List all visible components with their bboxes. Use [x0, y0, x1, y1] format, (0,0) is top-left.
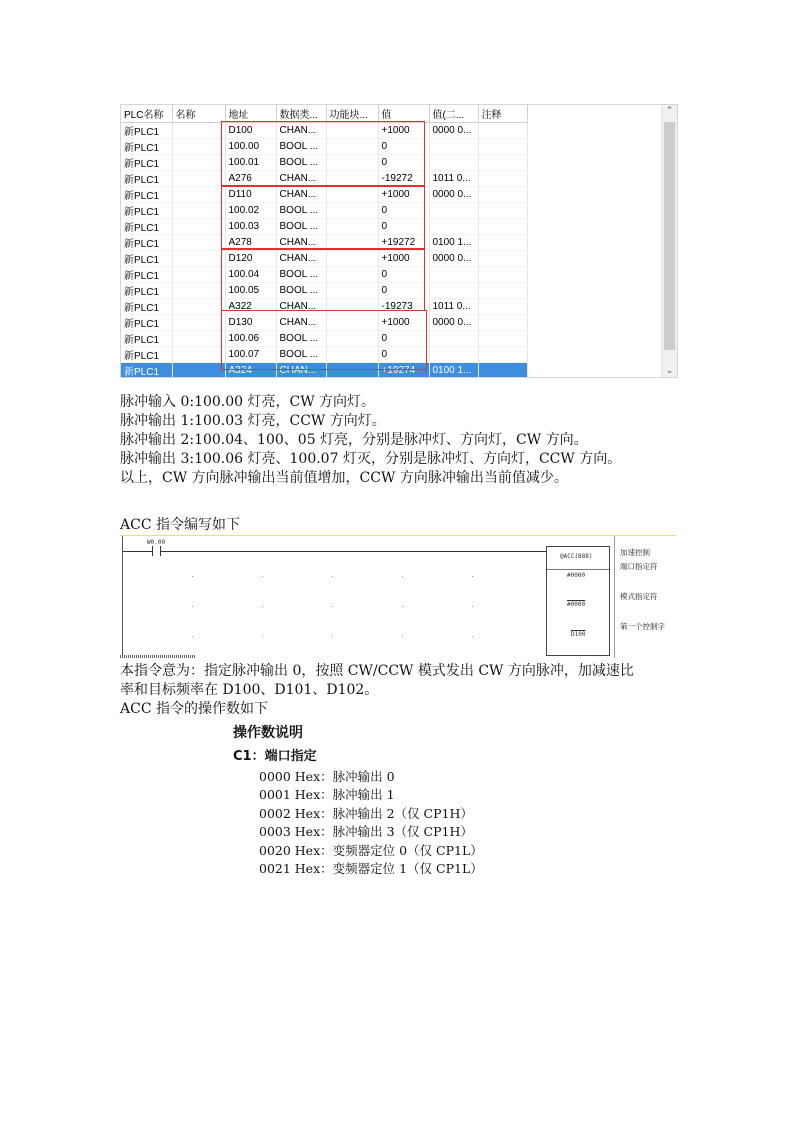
table-cell[interactable]: +1000: [378, 315, 429, 331]
operand-item: 0003 Hex：脉冲输出 3（仅 CP1H）: [259, 824, 473, 840]
table-cell[interactable]: [172, 331, 225, 347]
text-line: 脉冲输入 0:100.00 灯亮，CW 方向灯。: [120, 394, 376, 410]
table-cell[interactable]: [478, 139, 527, 155]
table-row[interactable]: [121, 155, 527, 171]
pulse-description: [120, 393, 680, 488]
table-cell[interactable]: CHAN...: [276, 299, 326, 315]
table-cell[interactable]: [326, 267, 378, 283]
acc-explanation: [120, 662, 680, 719]
grid-dot: [402, 606, 403, 607]
table-cell[interactable]: CHAN...: [276, 251, 326, 267]
scroll-up-icon[interactable]: ⌃: [665, 106, 674, 116]
table-cell[interactable]: 100.04: [225, 267, 276, 283]
text-line: 脉冲输出 2:100.04、100、05 灯亮，分别是脉冲灯、方向灯，CW 方向。: [120, 432, 588, 448]
table-cell[interactable]: [429, 331, 478, 347]
table-cell[interactable]: 100.05: [225, 283, 276, 299]
table-cell[interactable]: [429, 203, 478, 219]
table-cell[interactable]: [326, 347, 378, 363]
table-cell[interactable]: [478, 331, 527, 347]
ladder-diagram: [120, 535, 676, 658]
table-cell[interactable]: 新PLC1: [121, 283, 172, 299]
table-cell[interactable]: [326, 283, 378, 299]
operand-item: 0020 Hex：变频器定位 0（仅 CP1L）: [259, 842, 483, 858]
block-divider: [547, 569, 609, 570]
table-cell[interactable]: [172, 203, 225, 219]
table-cell[interactable]: 100.02: [225, 203, 276, 219]
table-cell[interactable]: [326, 331, 378, 347]
table-cell[interactable]: A276: [225, 171, 276, 187]
table-row[interactable]: [121, 267, 527, 283]
table-row[interactable]: [121, 299, 527, 315]
section-heading: ACC 指令编写如下: [120, 517, 240, 533]
table-row[interactable]: [121, 283, 527, 299]
table-cell[interactable]: [172, 363, 225, 379]
table-cell[interactable]: BOOL ...: [276, 331, 326, 347]
column-header[interactable]: PLC名称: [121, 105, 172, 123]
text-line: 率和目标频率在 D100、D101、D102。: [120, 682, 379, 698]
table-row[interactable]: [121, 219, 527, 235]
table-cell[interactable]: [326, 235, 378, 251]
operand-subtitle: C1：端口指定: [233, 749, 317, 764]
table-cell[interactable]: [429, 219, 478, 235]
table-cell[interactable]: [429, 155, 478, 171]
operand-control-word: D100: [571, 631, 586, 638]
table-cell[interactable]: [478, 363, 527, 379]
table-cell[interactable]: +19272: [378, 235, 429, 251]
table-cell[interactable]: D120: [225, 251, 276, 267]
instruction-mnemonic: @ACC(888): [560, 553, 593, 560]
column-header[interactable]: 值: [378, 105, 429, 123]
column-header[interactable]: 值(二...: [429, 105, 478, 123]
table-cell[interactable]: [326, 187, 378, 203]
table-cell[interactable]: 新PLC1: [121, 203, 172, 219]
table-cell[interactable]: [326, 123, 378, 139]
table-cell[interactable]: [326, 363, 378, 379]
table-cell[interactable]: [478, 203, 527, 219]
operand-item: 0000 Hex：脉冲输出 0: [259, 769, 395, 784]
table-cell[interactable]: [478, 347, 527, 363]
watch-table: [121, 105, 528, 378]
table-cell[interactable]: D100: [225, 123, 276, 139]
text-line: 脉冲输出 3:100.06 灯亮、100.07 灯灭，分别是脉冲灯、方向灯，CCW 方向。: [120, 451, 622, 467]
table-cell[interactable]: 0: [378, 155, 429, 171]
grid-dot: [332, 636, 333, 637]
table-cell[interactable]: [429, 267, 478, 283]
table-row[interactable]: [121, 187, 527, 203]
comment-acc: 加速控制: [620, 548, 650, 557]
operand-item: 0021 Hex：变频器定位 1（仅 CP1L）: [259, 861, 483, 877]
operand-mode: #0000: [567, 601, 586, 608]
table-cell[interactable]: CHAN...: [276, 123, 326, 139]
table-cell[interactable]: +19274: [378, 363, 429, 379]
table-cell[interactable]: [172, 155, 225, 171]
table-cell[interactable]: 1011 0...: [429, 299, 478, 315]
table-cell[interactable]: [326, 219, 378, 235]
table-cell[interactable]: [478, 171, 527, 187]
table-cell[interactable]: 新PLC1: [121, 267, 172, 283]
rung-wire-right: [160, 551, 546, 552]
table-cell[interactable]: 100.01: [225, 155, 276, 171]
table-cell[interactable]: 100.03: [225, 219, 276, 235]
table-cell[interactable]: 新PLC1: [121, 347, 172, 363]
grid-dot: [332, 606, 333, 607]
table-header: [121, 105, 527, 123]
table-cell[interactable]: CHAN...: [276, 171, 326, 187]
table-cell[interactable]: 0: [378, 203, 429, 219]
table-cell[interactable]: 100.07: [225, 347, 276, 363]
rung-wire-left: [123, 551, 152, 552]
column-header[interactable]: 名称: [172, 105, 225, 123]
grid-dot: [472, 636, 473, 637]
table-cell[interactable]: 新PLC1: [121, 139, 172, 155]
table-row[interactable]: [121, 251, 527, 267]
table-cell[interactable]: 新PLC1: [121, 123, 172, 139]
table-cell[interactable]: BOOL ...: [276, 347, 326, 363]
text-line: ACC 指令的操作数如下: [120, 701, 268, 717]
column-header[interactable]: 地址: [225, 105, 276, 123]
table-cell[interactable]: +1000: [378, 251, 429, 267]
table-cell[interactable]: [326, 315, 378, 331]
table-cell[interactable]: 0: [378, 347, 429, 363]
grid-dot: [402, 636, 403, 637]
table-cell[interactable]: [429, 283, 478, 299]
table-cell[interactable]: 新PLC1: [121, 251, 172, 267]
acc-heading: [120, 516, 680, 535]
grid-dot: [262, 636, 263, 637]
vertical-scrollbar[interactable]: [661, 105, 677, 377]
scroll-down-icon[interactable]: ⌄: [665, 366, 674, 376]
table-cell[interactable]: [326, 203, 378, 219]
table-cell[interactable]: 0000 0...: [429, 315, 478, 331]
comment-mode: 模式指定符: [620, 592, 658, 601]
table-cell[interactable]: -19272: [378, 171, 429, 187]
table-cell[interactable]: -19273: [378, 299, 429, 315]
table-cell[interactable]: [478, 219, 527, 235]
grid-dot: [262, 576, 263, 577]
text-line: 脉冲输出 1:100.03 灯亮，CCW 方向灯。: [120, 413, 386, 429]
left-power-rail: [122, 536, 123, 658]
column-header[interactable]: 注释: [478, 105, 527, 123]
table-cell[interactable]: D110: [225, 187, 276, 203]
table-cell[interactable]: [429, 139, 478, 155]
table-cell[interactable]: +1000: [378, 123, 429, 139]
table-cell[interactable]: 0000 0...: [429, 251, 478, 267]
table-cell[interactable]: [429, 347, 478, 363]
table-cell[interactable]: D130: [225, 315, 276, 331]
grid-dot: [472, 606, 473, 607]
table-cell[interactable]: CHAN...: [276, 363, 326, 379]
table-cell[interactable]: [326, 171, 378, 187]
table-cell[interactable]: +1000: [378, 187, 429, 203]
grid-dot: [262, 606, 263, 607]
table-cell[interactable]: 新PLC1: [121, 331, 172, 347]
table-cell[interactable]: 新PLC1: [121, 187, 172, 203]
table-row[interactable]: [121, 315, 527, 331]
operand-title: 操作数说明: [233, 725, 303, 741]
table-cell[interactable]: BOOL ...: [276, 139, 326, 155]
table-cell[interactable]: A324: [225, 363, 276, 379]
table-cell[interactable]: [172, 171, 225, 187]
table-cell[interactable]: 0: [378, 267, 429, 283]
table-row[interactable]: [121, 235, 527, 251]
acc-instruction-block[interactable]: [546, 546, 610, 656]
table-cell[interactable]: [326, 299, 378, 315]
table-row[interactable]: [121, 347, 527, 363]
operand-port: #0000: [567, 572, 586, 579]
table-cell[interactable]: [172, 187, 225, 203]
grid-dot: [192, 606, 193, 607]
grid-dot: [192, 636, 193, 637]
table-cell[interactable]: [172, 219, 225, 235]
table-cell[interactable]: [478, 235, 527, 251]
table-cell[interactable]: [172, 139, 225, 155]
table-cell[interactable]: CHAN...: [276, 315, 326, 331]
scrollbar-thumb[interactable]: [664, 122, 675, 350]
table-cell[interactable]: 新PLC1: [121, 299, 172, 315]
operand-item: 0001 Hex：脉冲输出 1: [259, 787, 395, 803]
table-body: [121, 123, 527, 379]
table-cell[interactable]: [172, 235, 225, 251]
table-cell[interactable]: 新PLC1: [121, 219, 172, 235]
operand-item: 0002 Hex：脉冲输出 2（仅 CP1H）: [259, 805, 473, 821]
column-header[interactable]: 功能块...: [326, 105, 378, 123]
table-cell[interactable]: [478, 267, 527, 283]
table-cell[interactable]: [478, 187, 527, 203]
table-row[interactable]: [121, 363, 527, 379]
table-row[interactable]: [121, 139, 527, 155]
table-cell[interactable]: [478, 123, 527, 139]
grid-dot: [332, 576, 333, 577]
table-cell[interactable]: BOOL ...: [276, 155, 326, 171]
table-cell[interactable]: [172, 299, 225, 315]
operand-description: [233, 724, 483, 878]
table-cell[interactable]: [478, 283, 527, 299]
table-cell[interactable]: [172, 267, 225, 283]
table-cell[interactable]: 新PLC1: [121, 235, 172, 251]
table-row[interactable]: [121, 331, 527, 347]
table-row[interactable]: [121, 171, 527, 187]
table-cell[interactable]: 新PLC1: [121, 171, 172, 187]
comment-port: 端口指定符: [620, 562, 658, 571]
table-row[interactable]: [121, 203, 527, 219]
grid-dot: [472, 576, 473, 577]
table-row[interactable]: [121, 123, 527, 139]
watch-window: [120, 104, 678, 378]
table-cell[interactable]: [326, 155, 378, 171]
table-cell[interactable]: 0100 1...: [429, 363, 478, 379]
table-cell[interactable]: 0: [378, 139, 429, 155]
table-cell[interactable]: 0: [378, 283, 429, 299]
table-cell[interactable]: [172, 315, 225, 331]
comment-control-word: 第一个控制字: [620, 622, 665, 631]
table-cell[interactable]: [326, 139, 378, 155]
grid-dot: [192, 576, 193, 577]
table-cell[interactable]: [172, 283, 225, 299]
table-cell[interactable]: A322: [225, 299, 276, 315]
table-cell[interactable]: [478, 251, 527, 267]
table-cell[interactable]: [326, 251, 378, 267]
column-header[interactable]: 数据类...: [276, 105, 326, 123]
table-cell[interactable]: [172, 251, 225, 267]
table-cell[interactable]: BOOL ...: [276, 219, 326, 235]
text-line: 本指令意为：指定脉冲输出 0，按照 CW/CCW 模式发出 CW 方向脉冲，加减速比: [120, 663, 634, 679]
table-cell[interactable]: [478, 155, 527, 171]
table-cell[interactable]: [478, 315, 527, 331]
table-cell[interactable]: BOOL ...: [276, 203, 326, 219]
table-cell[interactable]: CHAN...: [276, 235, 326, 251]
table-cell[interactable]: 0000 0...: [429, 187, 478, 203]
comment-separator: [614, 536, 615, 658]
table-cell[interactable]: 100.06: [225, 331, 276, 347]
table-cell[interactable]: 0100 1...: [429, 235, 478, 251]
table-cell[interactable]: 0000 0...: [429, 123, 478, 139]
table-cell[interactable]: BOOL ...: [276, 283, 326, 299]
table-cell[interactable]: 1011 0...: [429, 171, 478, 187]
table-cell[interactable]: 新PLC1: [121, 155, 172, 171]
table-cell[interactable]: [172, 123, 225, 139]
table-cell[interactable]: CHAN...: [276, 187, 326, 203]
rung-end-marker: [120, 655, 195, 658]
text-line: 以上，CW 方向脉冲输出当前值增加，CCW 方向脉冲输出当前值减少。: [120, 470, 568, 486]
table-cell[interactable]: 100.00: [225, 139, 276, 155]
contact-label: W0.00: [147, 539, 166, 546]
table-cell[interactable]: 0: [378, 331, 429, 347]
table-cell[interactable]: [478, 299, 527, 315]
table-cell[interactable]: 新PLC1: [121, 363, 172, 379]
table-cell[interactable]: 新PLC1: [121, 315, 172, 331]
table-cell[interactable]: [172, 347, 225, 363]
table-cell[interactable]: A278: [225, 235, 276, 251]
table-cell[interactable]: BOOL ...: [276, 267, 326, 283]
grid-dot: [402, 576, 403, 577]
table-cell[interactable]: 0: [378, 219, 429, 235]
